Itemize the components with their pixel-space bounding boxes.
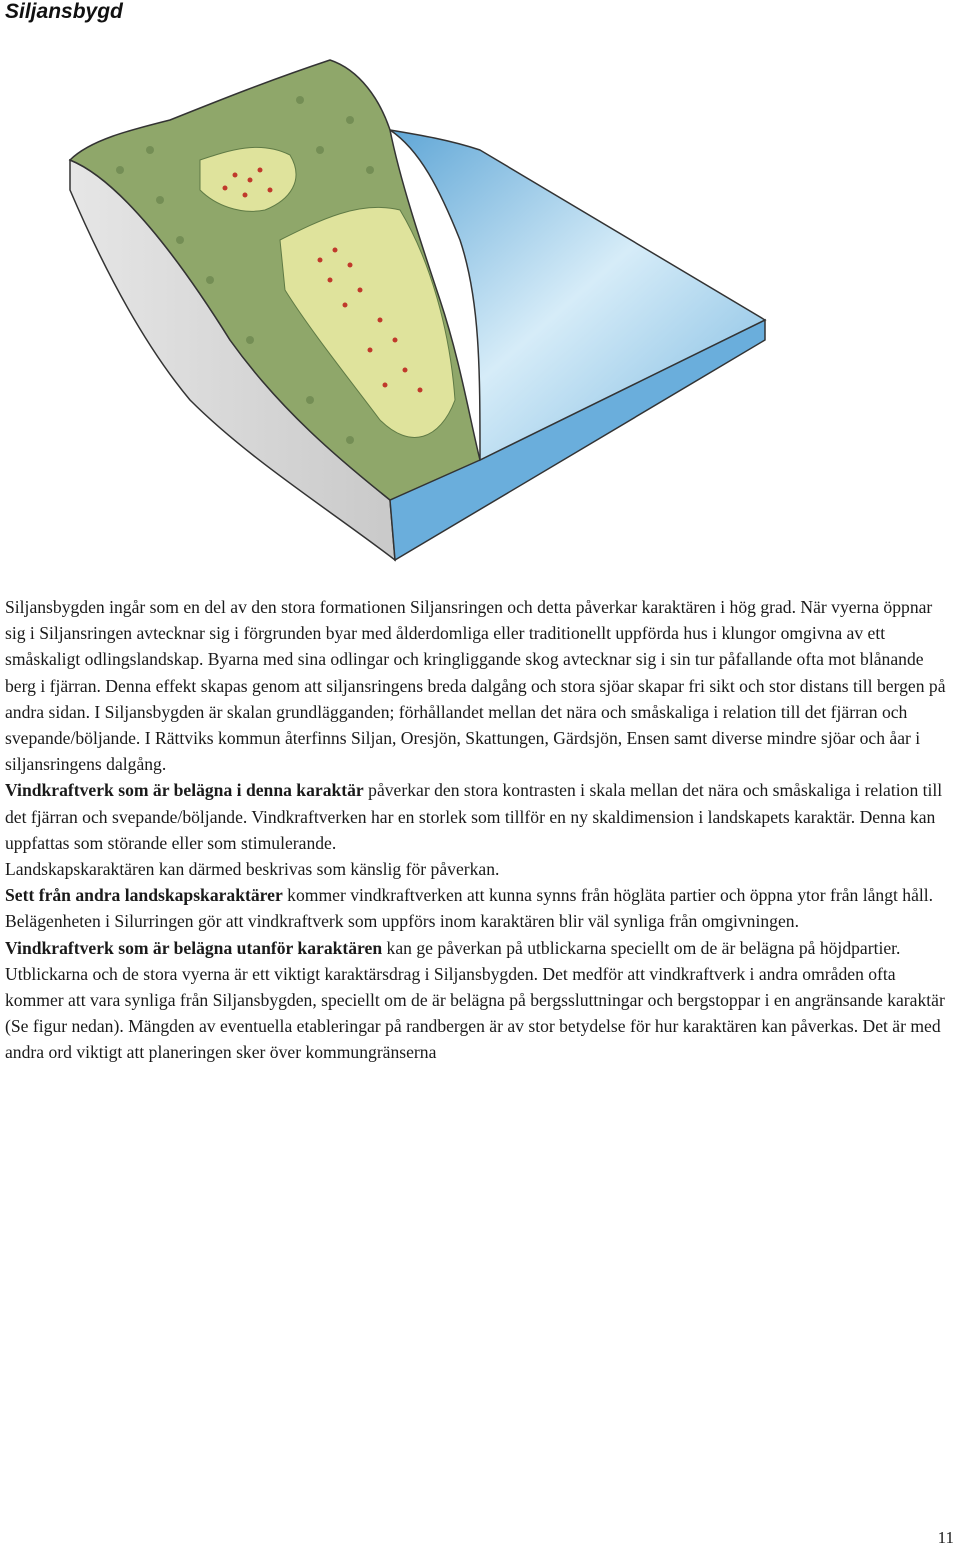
landscape-block-diagram	[60, 40, 780, 570]
paragraph	[5, 777, 950, 856]
paragraph	[5, 856, 950, 882]
body-text	[5, 594, 950, 1066]
paragraph-lead: Vindkraftverk som är belägna i denna karaktär	[5, 780, 364, 801]
paragraph	[5, 935, 950, 1066]
page-header-title: Siljansbygd	[5, 0, 123, 23]
paragraph-text: påverkar den stora kontrasten i skala mellan det nära och småskaliga i relation till det fjärran och svepande/böljande. Vindkraftverken har en storlek som tillför en ny skaldimension i landskapets karaktär. Denna kan uppfattas som störande eller som stimulerande.	[5, 780, 943, 853]
paragraph-lead: Vindkraftverk som är belägna utanför karaktären	[5, 937, 383, 958]
page-number: 11	[937, 1528, 954, 1547]
paragraph	[5, 882, 950, 934]
paragraph-text: Landskapskaraktären kan därmed beskrivas som känslig för påverkan.	[5, 859, 500, 880]
paragraph	[5, 594, 950, 777]
paragraph-text: kan ge påverkan på utblickarna speciellt om de är belägna på höjdpartier. Utblickarna och de stora vyerna är ett viktigt karaktärsdrag i Siljansbygden. Det medför att vindkraftverk i andra områden ofta kommer att vara synliga från Siljansbygden, speciellt om de är belägna på bergssluttningar och bergstoppar i en angränsande karaktär (Se figur nedan). Mängden av eventuella etableringar på randbergen är av stor betydelse för hur karaktären kan påverkas. Det är med andra ord viktigt att planeringen sker över kommungränserna	[5, 937, 945, 1063]
paragraph-text: kommer vindkraftverken att kunna synns från högläta partier och öppna ytor från långt håll. Belägenheten i Silurringen gör att vindkraftverk som uppförs inom karaktären blir väl synliga från omgivningen.	[5, 885, 934, 932]
paragraph-text: Siljansbygden ingår som en del av den stora formationen Siljansringen och detta påverkar karaktären i hög grad. När vyerna öppnar sig i Siljansringen avtecknar sig i förgrunden byar med ålderdomliga eller traditionellt uppförda hus i klungor omgivna av ett småskaligt odlingslandskap. Byarna med sina odlingar och kringliggande skog avtecknar sig i sin tur påfallande ofta mot blånande berg i fjärran. Denna effekt skapas genom att siljansringens breda dalgång och stora sjöar skapar fri sikt och stor distans till bergen på andra sidan. I Siljansbygden är skalan grundlägganden; förhållandet mellan det nära och småskaliga i relation till det fjärran och svepande/böljande. I Rättviks kommun återfinns Siljan, Oresjön, Skattungen, Gärdsjön, Ensen samt diverse mindre sjöar och åar i siljansringens dalgång.	[5, 597, 946, 775]
paragraph-lead: Sett från andra landskapskaraktärer	[5, 885, 283, 906]
